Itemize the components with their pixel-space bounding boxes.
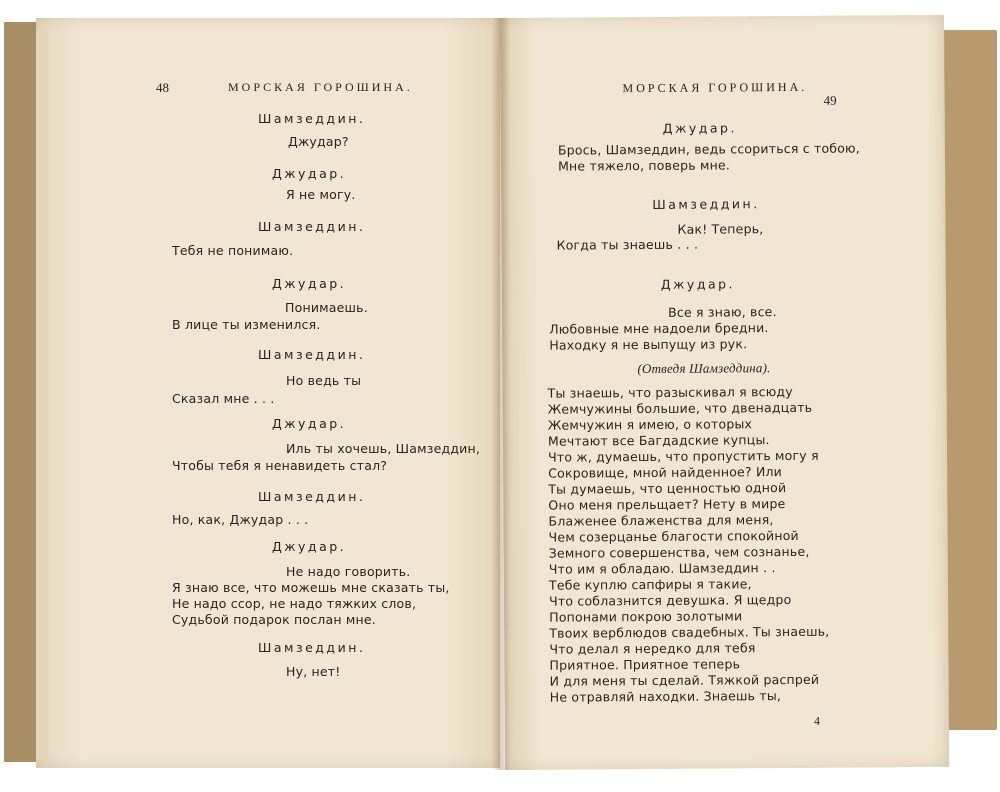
running-head-right: МОРСКАЯ ГОРОШИНА. [622,79,808,96]
verse-line: В лице ты изменился. [172,317,321,332]
verse-line: Я знаю все, что можешь мне сказать ты, [172,580,450,595]
page-number-right: 49 [823,92,837,108]
verse-line: Чем созерцанье благости спокойной [548,527,799,545]
verse-line: Жемчужин я имею, о которых [547,416,753,433]
verse-line: Что соблазнится девушка. Я щедро [549,591,792,609]
speaker-name: Шамзеддин. [258,111,366,126]
right-page [500,15,949,770]
verse-line: Тебе куплю сапфиры я такие, [548,576,752,593]
verse-line: Не отравляй находки. Знаешь ты, [549,688,782,705]
running-head-left: МОРСКАЯ ГОРОШИНА. [228,80,413,94]
book-gutter [492,18,510,770]
verse-line: Не надо говорить. [286,564,411,579]
verse-line: Тебя не понимаю. [172,243,294,258]
verse-line: Приятное. Приятное теперь [549,656,741,673]
verse-line: Попонами покрою золотыми [549,608,743,625]
verse-line: Все я знаю, все. [668,304,777,320]
verse-line: Ты знаешь, что разыскивал я всюду [547,383,793,401]
verse-line: Сокровище, мной найденное? Или [548,464,783,481]
speaker-name: Шамзеддин. [258,640,366,655]
verse-line: Сказал мне . . . [172,391,275,406]
speaker-name: Джудар. [660,276,736,292]
verse-line: Любовные мне надоели бредни. [549,320,769,337]
speaker-name: Джудар. [272,539,347,554]
speaker-name: Джудар. [272,416,347,431]
verse-line: Земного совершенства, чем сознанье, [548,543,810,561]
verse-line: Брось, Шамзеддин, ведь ссориться с тобою, [557,140,860,158]
verse-line: Понимаешь. [285,300,368,315]
stage-direction: (Отведя Шамзеддина). [637,360,771,377]
speaker-name: Джудар. [662,120,737,136]
verse-line: Ну, нет! [286,664,341,679]
verse-line: Иль ты хочешь, Шамзеддин, [286,441,481,456]
verse-line: Блаженее блаженства для меня, [548,512,774,529]
verse-line: Жемчужины большие, что двенадцать [547,399,813,417]
verse-line: Когда ты знаешь . . . [556,236,699,253]
speaker-name: Шамзеддин. [258,219,366,234]
page-edges [36,30,48,760]
verse-line: Джудар? [288,134,349,149]
verse-line: Твоих верблюдов свадебных. Ты знаешь, [549,623,830,641]
verse-line: Находку я не выпущу из рук. [549,336,748,353]
verse-line: Оно меня прельщает? Нету в мире [548,496,786,513]
verse-line: Мне тяжело, поверь мне. [557,157,731,174]
verse-line: Судьбой подарок послан мне. [172,612,376,627]
verse-line: Как! Теперь, [677,221,764,237]
page-number-left: 48 [156,80,169,95]
verse-line: Мечтают все Багдадские купцы. [547,432,770,449]
verse-line: Чтобы тебя я ненавидеть стал? [172,458,388,473]
speaker-name: Джудар. [272,276,347,291]
verse-line: Ты думаешь, что ценностью одной [548,480,787,497]
verse-line: Что им я обладаю. Шамзеддин . . [548,560,776,577]
speaker-name: Шамзеддин. [652,196,760,212]
signature-mark: 4 [813,713,820,728]
verse-line: Что делал я нередко для тебя [549,640,756,657]
verse-line: Я не могу. [286,187,356,202]
speaker-name: Джудар. [272,166,347,181]
verse-line: Но ведь ты [286,373,362,388]
verse-line: И для меня ты сделай. Тяжкой распрей [549,671,820,689]
verse-line: Но, как, Джудар . . . [172,512,309,527]
verse-line: Не надо ссор, не надо тяжких слов, [172,596,417,611]
speaker-name: Шамзеддин. [258,347,366,362]
verse-line: Что ж, думаешь, что пропустить могу я [548,447,819,465]
speaker-name: Шамзеддин. [258,489,366,504]
